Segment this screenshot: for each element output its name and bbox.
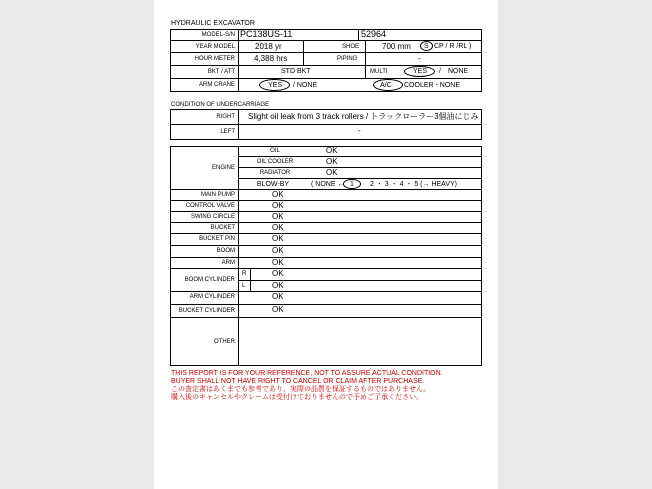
document-title: HYDRAULIC EXCAVATOR bbox=[171, 20, 255, 27]
radiator-label: RADIATOR bbox=[259, 170, 291, 176]
model-label: MODEL-S/N bbox=[201, 32, 235, 38]
radiator-value: OK bbox=[326, 168, 338, 177]
boom-value: OK bbox=[272, 246, 284, 255]
boom-cylinder-r: R bbox=[242, 271, 247, 277]
shoe-value: 700 mm bbox=[382, 42, 411, 51]
shoe-label: SHOE bbox=[342, 44, 360, 50]
right-label: RIGHT bbox=[216, 114, 235, 120]
disclaimer-line-1: THIS REPORT IS FOR YOUR REFERENCE, NOT TO ASSURE ACTUAL CONDITION. bbox=[171, 370, 443, 377]
disclaimer-line-2: BUYER SHALL NOT HAVE RIGHT TO CANCEL OR CLAIM AFTER PURCHASE. bbox=[171, 378, 425, 385]
piping-value: - bbox=[418, 54, 421, 63]
bkt-value: STD BKT bbox=[281, 68, 311, 75]
right-value: Slight oil leak from 3 track rollers / トラックローラー3個油にじみ bbox=[248, 112, 479, 121]
shoe-options: CP / R /RL ) bbox=[434, 43, 472, 50]
arm-crane-yes: YES bbox=[268, 82, 283, 89]
serial-value: 52964 bbox=[361, 29, 387, 39]
main-pump-label: MAIN PUMP bbox=[200, 192, 235, 198]
left-value: - bbox=[358, 126, 361, 135]
arm-cylinder-label: ARM CYLINDER bbox=[189, 294, 235, 300]
inspection-table bbox=[170, 146, 482, 366]
engine-label: ENGINE bbox=[211, 165, 235, 171]
disclaimer-line-3: この査定書はあくまでも参考であり、実際の品質を保証するものではありません。 bbox=[171, 386, 431, 393]
other-label: OTHER bbox=[214, 339, 235, 345]
ac-label: A/C bbox=[380, 82, 392, 89]
year-value: 2018 yr bbox=[255, 42, 282, 51]
boom-cylinder-l-value: OK bbox=[272, 281, 284, 290]
control-valve-label: CONTROL VALVE bbox=[185, 203, 235, 209]
report-sheet bbox=[154, 0, 498, 489]
arm-crane-none: / NONE bbox=[293, 82, 318, 89]
left-label: LEFT bbox=[220, 129, 235, 135]
control-valve-value: OK bbox=[272, 201, 284, 210]
blowby-scale: 2 ・ 3 ・ 4 ・ 5 (→ HEAVY) bbox=[370, 181, 458, 188]
blowby-none: ( NONE ← bbox=[311, 181, 345, 188]
oil-value: OK bbox=[326, 146, 338, 155]
swing-circle-value: OK bbox=[272, 212, 284, 221]
multi-label: MULTI bbox=[370, 69, 388, 75]
bucket-pin-label: BUCKET PIN bbox=[199, 236, 235, 242]
piping-label: PIPING bbox=[337, 56, 358, 62]
main-pump-value: OK bbox=[272, 190, 284, 199]
bucket-value: OK bbox=[272, 223, 284, 232]
boom-cylinder-l: L bbox=[242, 283, 246, 289]
oil-label: OIL bbox=[270, 148, 280, 154]
boom-cylinder-r-value: OK bbox=[272, 269, 284, 278]
bkt-label: BKT / ATT bbox=[207, 69, 235, 75]
multi-yes: YES bbox=[413, 68, 428, 75]
bucket-cylinder-value: OK bbox=[272, 305, 284, 314]
cooler-none: COOLER - NONE bbox=[404, 82, 461, 89]
bucket-label: BUCKET bbox=[210, 225, 235, 231]
year-label: YEAR MODEL bbox=[195, 44, 235, 50]
hour-label: HOUR METER bbox=[194, 56, 235, 62]
disclaimer-line-4: 購入後のキャンセルやクレームは受付けておりませんので予めご了承ください。 bbox=[171, 394, 423, 401]
arm-cylinder-value: OK bbox=[272, 292, 284, 301]
shoe-option-s: S bbox=[424, 43, 429, 50]
bucket-cylinder-label: BUCKET CYLINDER bbox=[178, 308, 235, 314]
boom-cylinder-label: BOOM CYLINDER bbox=[184, 277, 235, 283]
boom-label: BOOM bbox=[216, 248, 235, 254]
blowby-label: BLOW-BY bbox=[256, 181, 290, 188]
multi-sep: / bbox=[439, 68, 441, 75]
undercarriage-heading: CONDITION OF UNDERCARRIAGE bbox=[171, 102, 270, 108]
arm-label: ARM bbox=[221, 260, 235, 266]
bucket-pin-value: OK bbox=[272, 234, 284, 243]
swing-circle-label: SWING CIRCLE bbox=[190, 214, 235, 220]
oil-cooler-label: OIL COOLER bbox=[256, 159, 294, 165]
blowby-1: 1 bbox=[350, 181, 354, 188]
hour-value: 4,388 hrs bbox=[254, 54, 288, 63]
model-value: PC138US-11 bbox=[240, 29, 293, 39]
multi-none: NONE bbox=[448, 68, 469, 75]
oil-cooler-value: OK bbox=[326, 157, 338, 166]
arm-value: OK bbox=[272, 258, 284, 267]
arm-crane-label: ARM CRANE bbox=[198, 82, 235, 88]
